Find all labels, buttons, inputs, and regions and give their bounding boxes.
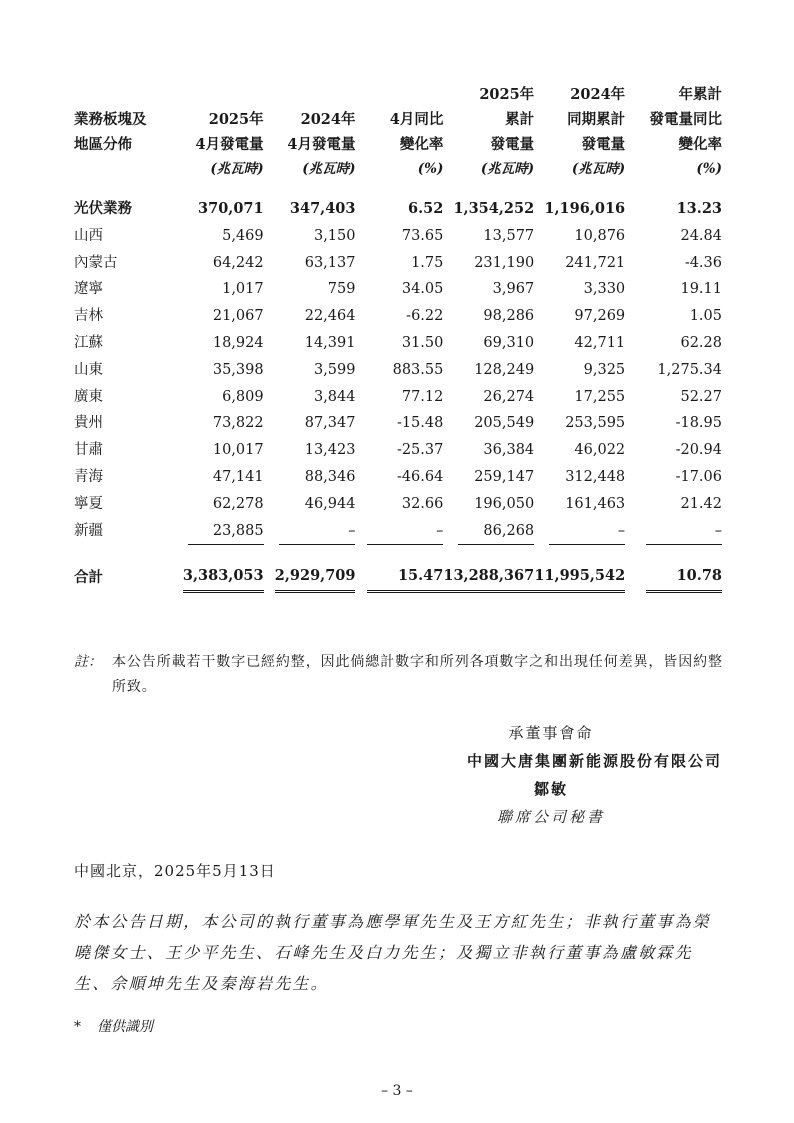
- table-cell: 1,275.34: [657, 361, 722, 378]
- column-header-line: [355, 82, 443, 107]
- table-cell: 759: [327, 281, 356, 298]
- table-cell: -20.94: [675, 442, 722, 459]
- table-cell: 64,242: [212, 254, 264, 271]
- spacer-row: [74, 182, 722, 196]
- directors-statement: 於本公告日期，本公司的執行董事為應學軍先生及王方紅先生；非執行董事為榮曉傑女士、王少平先生、石峰先生及白力先生；及獨立非執行董事為盧敏霖先生、佘順坤先生及秦海岩先生。: [74, 912, 712, 993]
- table-cell: 1,017: [222, 281, 264, 298]
- table-cell: [264, 563, 356, 593]
- table-cell: 62.28: [680, 334, 722, 351]
- table-cell: 253,595: [565, 415, 626, 432]
- table-cell: 3,150: [313, 227, 356, 244]
- row-label: 甘肅: [74, 442, 103, 459]
- header-row: [74, 107, 722, 132]
- table-cell: 312,448: [565, 468, 626, 485]
- column-unit: [74, 157, 164, 182]
- row-label: 新疆: [74, 523, 103, 540]
- column-header-line: 發電量: [581, 136, 626, 153]
- table-cell: 196,050: [474, 495, 535, 512]
- table-cell: 259,147: [474, 468, 535, 485]
- table-cell: -18.95: [675, 415, 722, 432]
- table-cell: 47,141: [212, 468, 264, 485]
- column-header-line: 4月發電量: [287, 136, 356, 153]
- table-cell: 26,274: [483, 388, 535, 405]
- row-label: 貴州: [74, 415, 103, 432]
- table-row: [74, 276, 722, 303]
- note-text: 本公告所載若干數字已經約整，因此倘總計數字和所列各項數字之和出現任何差異，皆因約整所致。: [112, 654, 723, 695]
- table-cell: 3,330: [583, 281, 626, 298]
- cell-value: 10.78: [646, 563, 722, 593]
- table-cell: [164, 518, 264, 546]
- table-cell: 22,464: [304, 308, 356, 325]
- table-cell: 14,391: [304, 334, 356, 351]
- table-cell: [355, 518, 443, 546]
- table-cell: [164, 563, 264, 593]
- table-cell: 21,067: [212, 308, 264, 325]
- row-label: 吉林: [74, 308, 103, 325]
- column-header-line: 2025年: [208, 111, 264, 128]
- table-row: [74, 303, 722, 330]
- table-cell: 62,278: [212, 495, 264, 512]
- table-cell: -46.64: [396, 468, 444, 485]
- table-row: [74, 437, 722, 464]
- table-cell: -15.48: [396, 415, 444, 432]
- table-cell: 13,577: [483, 227, 535, 244]
- column-header-line: [74, 82, 164, 107]
- footnote-text: 僅供識別: [97, 1019, 153, 1035]
- column-unit: (兆瓦時): [571, 161, 626, 177]
- cell-value: 11,995,542: [534, 563, 625, 593]
- header-row: [74, 82, 722, 107]
- table-cell: 17,255: [574, 388, 626, 405]
- column-header-line: 同期累計: [567, 111, 626, 128]
- table-cell: [443, 518, 534, 546]
- table-cell: 205,549: [474, 415, 535, 432]
- table-cell: 370,071: [198, 200, 264, 217]
- table-cell: 9,325: [583, 361, 626, 378]
- table-cell: 34.05: [401, 281, 444, 298]
- table-cell: 77.12: [401, 388, 444, 405]
- segment-row: [74, 196, 722, 223]
- table-cell: [534, 563, 625, 593]
- table-row: [74, 223, 722, 250]
- table-cell: 87,347: [304, 415, 356, 432]
- column-header-line: 年累計: [678, 86, 722, 103]
- table-cell: -4.36: [684, 254, 722, 271]
- cell-value: 86,268: [458, 518, 534, 546]
- table-cell: 1.05: [689, 308, 722, 325]
- table-row: [74, 491, 722, 518]
- table-cell: 88,346: [304, 468, 356, 485]
- table-row: [74, 357, 722, 384]
- table-cell: 97,269: [574, 308, 626, 325]
- row-label: 遼寧: [74, 281, 103, 298]
- column-header-line: 變化率: [399, 136, 444, 153]
- column-header-line: 4月發電量: [195, 136, 264, 153]
- table-cell: 18,924: [212, 334, 264, 351]
- table-cell: 46,022: [574, 442, 626, 459]
- table-cell: -17.06: [675, 468, 722, 485]
- column-unit: (%): [696, 161, 722, 177]
- row-label: 山西: [74, 227, 103, 244]
- table-cell: 6.52: [408, 200, 444, 217]
- row-label: 內蒙古: [74, 254, 118, 271]
- table-cell: 52.27: [680, 388, 722, 405]
- table-row: [74, 464, 722, 491]
- table-cell: 6,809: [222, 388, 264, 405]
- table-cell: 10,017: [212, 442, 264, 459]
- table-cell: 46,944: [304, 495, 356, 512]
- table-cell: [264, 518, 356, 546]
- row-label: 山東: [74, 361, 103, 378]
- table-cell: 21.42: [680, 495, 722, 512]
- cell-value: 23,885: [188, 518, 264, 546]
- table-cell: 42,711: [574, 334, 626, 351]
- table-cell: 73.65: [401, 227, 444, 244]
- table-row: [74, 518, 722, 546]
- column-header-line: 2025年: [479, 86, 535, 103]
- table-cell: 347,403: [289, 200, 356, 217]
- rounding-note: [74, 650, 726, 700]
- row-label: 廣東: [74, 388, 103, 405]
- column-unit: (兆瓦時): [302, 161, 356, 177]
- footnote: [74, 1016, 153, 1036]
- table-row: [74, 250, 722, 277]
- total-row: [74, 563, 722, 593]
- table-cell: 1.75: [411, 254, 444, 271]
- table-cell: 3,967: [492, 281, 535, 298]
- table-cell: 128,249: [474, 361, 535, 378]
- table-cell: 231,190: [474, 254, 535, 271]
- table-cell: 1,354,252: [453, 200, 535, 217]
- cell-value: –: [549, 518, 625, 546]
- cell-value: –: [367, 518, 443, 546]
- column-header-line: 2024年: [570, 86, 626, 103]
- table-row: [74, 330, 722, 357]
- table-cell: 19.11: [680, 281, 722, 298]
- row-label: 青海: [74, 468, 103, 485]
- table-cell: 31.50: [401, 334, 444, 351]
- header-row: [74, 132, 722, 157]
- cell-value: –: [279, 518, 355, 546]
- table-cell: 3,599: [313, 361, 356, 378]
- table-cell: [534, 518, 625, 546]
- table-cell: 3,844: [313, 388, 356, 405]
- table-cell: [355, 563, 443, 593]
- table-row: [74, 410, 722, 437]
- table-cell: 1,196,016: [544, 200, 626, 217]
- table-cell: 5,469: [222, 227, 264, 244]
- table-body: [74, 182, 722, 593]
- column-header-line: [164, 82, 264, 107]
- table-cell: [443, 563, 534, 593]
- spacer-row: [74, 545, 722, 563]
- cell-value: –: [646, 518, 722, 546]
- column-unit: (兆瓦時): [210, 161, 264, 177]
- cell-value: 3,383,053: [183, 563, 264, 593]
- column-header-line: 變化率: [678, 136, 722, 153]
- table-cell: 73,822: [212, 415, 264, 432]
- table-cell: 35,398: [212, 361, 264, 378]
- row-label: 合計: [74, 568, 103, 586]
- table-cell: 24.84: [680, 227, 722, 244]
- table-cell: -25.37: [396, 442, 444, 459]
- table-header: [74, 82, 722, 182]
- signature-name: 鄒敏: [533, 780, 568, 798]
- table-cell: 10,876: [574, 227, 626, 244]
- note-label: 註：: [74, 654, 102, 670]
- column-header-line: 4月同比: [389, 111, 444, 128]
- column-header-line: 累計: [505, 111, 535, 128]
- table-cell: 69,310: [483, 334, 535, 351]
- column-header-line: 2024年: [300, 111, 356, 128]
- table-cell: 32.66: [401, 495, 444, 512]
- page-number: – 3 –: [381, 1083, 413, 1099]
- table-cell: [625, 518, 722, 546]
- cell-value: 15.47: [367, 563, 443, 593]
- table-cell: 13.23: [676, 200, 722, 217]
- signature-title: 聯席公司秘書: [496, 808, 605, 826]
- table-cell: 883.55: [392, 361, 444, 378]
- generation-table: [74, 82, 722, 593]
- table-cell: 13,423: [304, 442, 356, 459]
- column-unit: (%): [417, 161, 444, 177]
- table-cell: 241,721: [565, 254, 626, 271]
- signature-by-order: 承董事會命: [508, 724, 594, 742]
- column-header-line: 業務板塊及: [74, 111, 147, 128]
- column-unit: (兆瓦時): [480, 161, 535, 177]
- column-header-line: 發電量同比: [649, 111, 722, 128]
- table-row: [74, 384, 722, 411]
- table-cell: 36,384: [483, 442, 535, 459]
- place-date: 中國北京，2025年5月13日: [74, 862, 276, 880]
- row-label: 江蘇: [74, 334, 103, 351]
- unit-row: [74, 157, 722, 182]
- column-header-line: [264, 82, 356, 107]
- column-header-line: 發電量: [490, 136, 535, 153]
- table-cell: 98,286: [483, 308, 535, 325]
- cell-value: 2,929,709: [275, 563, 356, 593]
- row-label: 光伏業務: [74, 200, 132, 217]
- row-label: 寧夏: [74, 495, 103, 512]
- table-cell: 63,137: [304, 254, 356, 271]
- signature-company: 中國大唐集團新能源股份有限公司: [466, 752, 722, 770]
- footnote-mark: *: [74, 1019, 81, 1035]
- table-cell: 161,463: [565, 495, 626, 512]
- table-cell: [625, 563, 722, 593]
- cell-value: 13,288,367: [443, 563, 534, 593]
- column-header-line: 地區分佈: [74, 136, 132, 153]
- table-cell: -6.22: [406, 308, 444, 325]
